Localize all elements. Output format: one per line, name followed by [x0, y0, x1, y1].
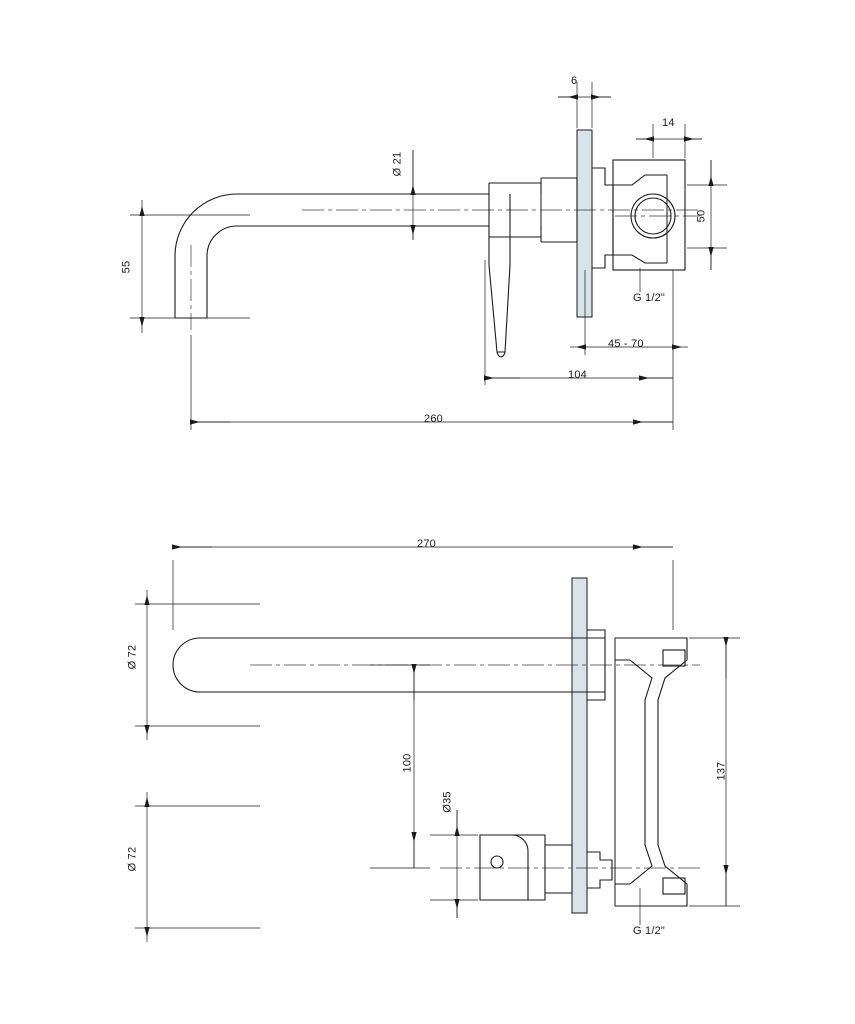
dim-label-100: 100 — [401, 753, 414, 773]
dimension-lines-lower — [135, 547, 740, 942]
dim-label-d35: Ø35 — [441, 791, 454, 813]
wall-plate-side — [577, 130, 592, 317]
dim-label-6: 6 — [571, 75, 578, 87]
view-side-elevation — [175, 130, 700, 357]
dim-label-d72-bottom: Ø 72 — [126, 846, 139, 872]
dim-label-45-70: 45 - 70 — [608, 338, 644, 350]
dim-label-270: 270 — [417, 538, 436, 550]
dim-label-260: 260 — [424, 413, 443, 425]
dim-label-thread-lower: G 1/2" — [633, 925, 666, 937]
dim-label-14: 14 — [662, 117, 675, 129]
dim-label-thread-upper: G 1/2" — [633, 292, 666, 304]
dim-label-104: 104 — [568, 369, 587, 381]
view-top-and-front — [173, 578, 700, 913]
dimension-lines-side — [130, 82, 727, 430]
wall-plate-lower — [572, 578, 587, 913]
dim-label-50: 50 — [695, 209, 708, 223]
dim-label-137: 137 — [715, 761, 728, 781]
dim-label-d72-top: Ø 72 — [126, 644, 139, 670]
dim-label-55: 55 — [120, 260, 133, 274]
dim-label-d21: Ø 21 — [391, 151, 404, 177]
